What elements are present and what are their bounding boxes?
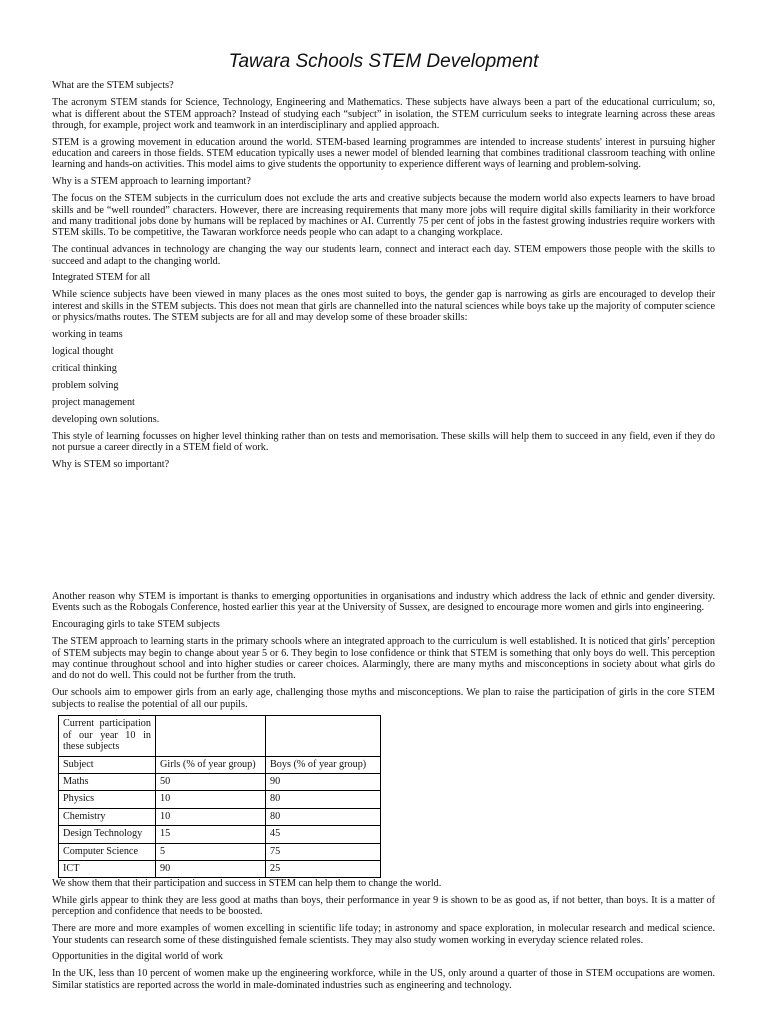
table-header: Boys (% of year group) bbox=[266, 756, 381, 773]
document-page bbox=[52, 0, 715, 996]
table-cell: ICT bbox=[59, 860, 156, 877]
table-cell bbox=[156, 716, 266, 756]
table-caption: Current participation of our year 10 in these subjects bbox=[59, 716, 156, 756]
table-caption-row bbox=[59, 716, 381, 756]
table-cell: 50 bbox=[156, 773, 266, 790]
table-cell: Maths bbox=[59, 773, 156, 790]
table-cell: 45 bbox=[266, 826, 381, 843]
table-cell: 80 bbox=[266, 791, 381, 808]
table-row bbox=[59, 860, 381, 877]
table-row bbox=[59, 773, 381, 790]
table-cell: Chemistry bbox=[59, 808, 156, 825]
table-row bbox=[59, 808, 381, 825]
table-cell: 15 bbox=[156, 826, 266, 843]
paragraph: The STEM approach to learning starts in the primary schools where an integrated approach to the curriculum is well established. It is noticed that girls’ perception of STEM subjects may begin to change about year 5 or 6. They begin to lose confidence or think that STEM is something that only boys do well. This perception may continue throughout school and into higher studies or career choices. Alarmingly, there are many myths and misconceptions in society about what girls do and do not do well. This could not be further from the truth. bbox=[52, 636, 715, 682]
paragraph: We show them that their participation and success in STEM can help them to change the world. bbox=[52, 878, 442, 890]
heading-why-important: Why is STEM so important? bbox=[52, 458, 170, 470]
paragraph: In the UK, less than 10 percent of women make up the engineering workforce, while in the US, only around a quarter of those in STEM occupations are women. Similar statistics are reported across the world in male-dominated industries such as engineering and technology. bbox=[52, 968, 715, 991]
paragraph: The continual advances in technology are changing the way our students learn, connect and interact each day. STEM empowers those people with the skills to succeed and adapt to the changing world. bbox=[52, 244, 715, 267]
table-cell: 90 bbox=[266, 773, 381, 790]
list-item: developing own solutions. bbox=[52, 413, 160, 425]
table-cell: 5 bbox=[156, 843, 266, 860]
table-row bbox=[59, 826, 381, 843]
heading-integrated-stem: Integrated STEM for all bbox=[52, 272, 151, 284]
paragraph: While girls appear to think they are less good at maths than boys, their performance in year 9 is shown to be as good as, if not better, than boys. It is a matter of perception and confidence that needs to be boosted. bbox=[52, 895, 715, 918]
paragraph: This style of learning focusses on higher level thinking rather than on tests and memorisation. These skills will help them to succeed in any field, even if they do not pursue a career directly in a STEM field of work. bbox=[52, 430, 715, 454]
table-row bbox=[59, 843, 381, 860]
paragraph: Our schools aim to empower girls from an early age, challenging those myths and misconceptions. We plan to raise the participation of girls in the core STEM subjects to realise the potential of all our pupils. bbox=[52, 687, 715, 710]
list-item: logical thought bbox=[52, 345, 114, 357]
table-cell: 90 bbox=[156, 860, 266, 877]
table-header-row bbox=[59, 756, 381, 773]
heading-opportunities: Opportunities in the digital world of work bbox=[52, 951, 223, 963]
table-cell: 25 bbox=[266, 860, 381, 877]
table-row bbox=[59, 791, 381, 808]
list-item: critical thinking bbox=[52, 362, 117, 374]
table-cell: 80 bbox=[266, 808, 381, 825]
paragraph: The acronym STEM stands for Science, Technology, Engineering and Mathematics. These subjects have always been a part of the educational curriculum; so, what is different about the STEM approach? Instead of studying each “subject” in isolation, the STEM curriculum seeks to integrate learning across these areas through, for example, project work and teamwork in an interdisciplinary and applied approach. bbox=[52, 97, 715, 131]
paragraph: There are more and more examples of women excelling in scientific life today; in astronomy and space exploration, in molecular research and medical science. Your students can research some of these distinguished female scientists. They may also study women working in everyday science related roles. bbox=[52, 923, 715, 946]
table-cell: Physics bbox=[59, 791, 156, 808]
blank-space bbox=[52, 476, 715, 591]
skills-list bbox=[52, 329, 715, 425]
heading-why-approach: Why is a STEM approach to learning important? bbox=[52, 176, 251, 188]
heading-stem-subjects: What are the STEM subjects? bbox=[52, 80, 174, 91]
table-cell: Computer Science bbox=[59, 843, 156, 860]
list-item: problem solving bbox=[52, 379, 119, 391]
table-cell: 10 bbox=[156, 791, 266, 808]
list-item: working in teams bbox=[52, 328, 123, 340]
heading-encouraging-girls: Encouraging girls to take STEM subjects bbox=[52, 619, 220, 631]
table-cell: 10 bbox=[156, 808, 266, 825]
paragraph: While science subjects have been viewed in many places as the ones most suited to boys, the gender gap is narrowing as girls are encouraged to develop their interest and skills in the STEM subjects. This does not mean that girls are channelled into the natural sciences while boys take up the majority of computer science or physics/maths routes. The STEM subjects are for all and may develop some of these broader skills: bbox=[52, 289, 715, 324]
paragraph: Another reason why STEM is important is thanks to emerging opportunities in organisations and industry which address the lack of ethnic and gender diversity. Events such as the Robogals Conference, hosted earlier this year at the University of Sussex, are designed to encourage more women and girls into engineering. bbox=[52, 591, 715, 614]
table-cell: 75 bbox=[266, 843, 381, 860]
document-title: Tawara Schools STEM Development bbox=[228, 51, 539, 72]
list-item: project management bbox=[52, 396, 135, 408]
paragraph: STEM is a growing movement in education around the world. STEM-based learning programmes are intended to increase students' interest in pursuing higher education and careers in those fields. STEM education typically uses a newer model of blended learning that combines traditional classroom teaching with online learning and hands-on activities. This model aims to give students the opportunity to experience different ways of learning and problem-solving. bbox=[52, 136, 715, 171]
table-cell: Design Technology bbox=[59, 826, 156, 843]
table-header: Girls (% of year group) bbox=[156, 756, 266, 773]
table-header: Subject bbox=[59, 756, 156, 773]
participation-table bbox=[58, 715, 381, 878]
table-cell bbox=[266, 716, 381, 756]
paragraph: The focus on the STEM subjects in the curriculum does not exclude the arts and creative subjects because the modern world also expects learners to have broad skills and be “well rounded” characters. However, there are increasing requirements that many more jobs will require digital skills familiarity in their workforce and many traditional jobs done by humans will be replaced by machines or AI. Currently 75 per cent of jobs in the fastest growing industries require workers with STEM skills. To be competitive, the Tawaran workforce needs people who can adapt to a changing workplace. bbox=[52, 193, 715, 239]
